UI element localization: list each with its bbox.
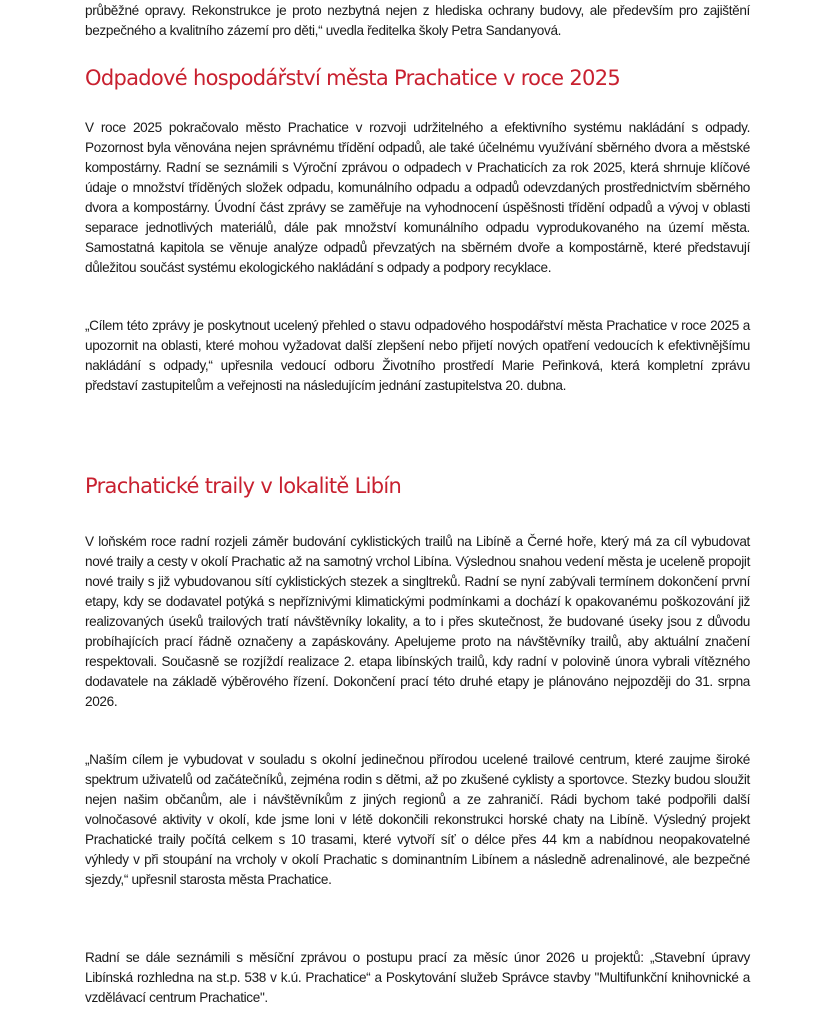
waste-paragraph-1: V roce 2025 pokračovalo město Prachatice v rozvoji udržitelného a efektivního systému nakládání s odpady. Pozornost byla věnována nejen správnému třídění odpadů, ale také účelnému využívání sběrného dvora a městské kompostárny. Radní se seznámili s Výroční zprávou o odpadech v Prachaticích za rok 2025, která shrnuje klíčové údaje o množství tříděných složek odpadu, komunálního odpadu a odpadů odevzdaných prostřednictvím sběrného dvora a kompostárny. Úvodní část zprávy se zaměřuje na vyhodnocení úspěšnosti třídění odpadů a vývoj v oblasti separace jednotlivých materiálů, dále pak množství komunálního odpadu vyprodukovaného na území města. Samostatná kapitola se věnuje analýze odpadů převzatých na sběrném dvoře a kompostárně, které představují důležitou součást systému ekologického nakládání s odpady a podpory recyklace. bbox=[85, 120, 750, 275]
waste-paragraph-quote: „Cílem této zprávy je poskytnout ucelený přehled o stavu odpadového hospodářství města Prachatice v roce 2025 a upozornit na oblasti, které mohou vyžadovat další zlepšení nebo přijetí nových opatření vedoucích k efektivnějšímu nakládání s odpady,“ upřesnila vedoucí odboru Životního prostředí Marie Peřinková, která kompletní zprávu představí zastupitelům a veřejnosti na následujícím jednání zastupitelstva 20. dubna. bbox=[85, 318, 750, 393]
section-heading-waste: Odpadové hospodářství města Prachatice v roce 2025 bbox=[85, 66, 621, 90]
trails-paragraph-quote: „Naším cílem je vybudovat v souladu s okolní jedinečnou přírodou ucelené trailové centrum, které zaujme široké spektrum uživatelů od začátečníků, zejména rodin s dětmi, až po zkušené cyklisty a sportovce. Stezky budou sloužit nejen našim občanům, ale i návštěvníkům z jiných regionů a ze zahraničí. Rádi bychom také podpořili další volnočasové aktivity v okolí, kde jsme loni v létě dokončili rekonstrukci horské chaty na Libíně. Výsledný projekt Prachatické traily počítá celkem s 10 trasami, které vytvoří síť o délce přes 44 km a nabídnou neopakovatelné výhledy v při stoupání na vrcholy v okolí Prachatic s dominantním Libínem a následně adrenalinové, ale bezpečné sjezdy,“ upřesnil starosta města Prachatice. bbox=[85, 752, 750, 887]
trails-paragraph-report: Radní se dále seznámili s měsíční zprávou o postupu prací za měsíc únor 2026 u projektů: „Stavební úpravy Libínská rozhledna na st.p. 538 v k.ú. Prachatice“ a Poskytování služeb Správce stavby "Multifunkční knihovnické a vzdělávací centrum Prachatice". bbox=[85, 950, 750, 1005]
section-heading-trails: Prachatické traily v lokalitě Libín bbox=[85, 474, 402, 498]
intro-paragraph: průběžné opravy. Rekonstrukce je proto nezbytná nejen z hlediska ochrany budovy, ale především pro zajištění bezpečného a kvalitního zázemí pro děti,“ uvedla ředitelka školy Petra Sandanyová. bbox=[85, 3, 750, 38]
trails-paragraph-1: V loňském roce radní rozjeli záměr budování cyklistických trailů na Libíně a Černé hoře, který má za cíl vybudovat nové traily a cesty v okolí Prachatic až na samotný vrchol Libína. Výslednou snahou vedení města je uceleně propojit nové traily s již vybudovanou sítí cyklistických stezek a singltreků. Radní se nyní zabývali termínem dokončení první etapy, kdy se dodavatel potýká s nepříznivými klimatickými podmínkami a dochází k opakovanému poškozování již realizovaných úseků trailových tratí návštěvníky lokality, a to i přes skutečnost, že budované úseky jsou z důvodu probíhajících prací řádně označeny a zapáskovány. Apelujeme proto na návštěvníky trailů, aby aktuální značení respektovali. Současně se rozjíždí realizace 2. etapa libínských trailů, kdy radní v polovině února vybrali vítězného dodavatele na základě výběrového řízení. Dokončení prací této druhé etapy je plánováno nejpozději do 31. srpna 2026. bbox=[85, 534, 750, 709]
